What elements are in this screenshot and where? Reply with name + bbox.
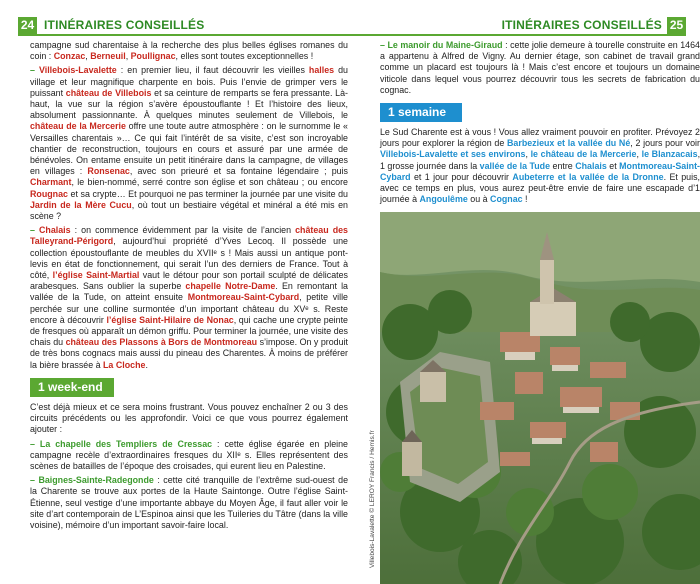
semaine-badge: 1 semaine bbox=[380, 103, 462, 122]
place-chateau-talleyrand: château des Talleyrand-Périgord bbox=[30, 225, 348, 247]
aerial-photo bbox=[380, 212, 700, 584]
place-eglise-saint-martial: l’église Saint-Martial bbox=[52, 270, 140, 281]
place-chapelle-cressac: La chapelle des Templiers de Cressac bbox=[39, 438, 213, 449]
place-villebois-environs: Villebois-Lavalette et ses environs bbox=[380, 149, 526, 160]
place-charmant: Charmant bbox=[30, 177, 72, 188]
cressac-paragraph: – La chapelle des Templiers de Cressac : cette église égarée en pleine campagne recèle d’extraordinaires fresques du XIIᵉ s. Elles représentent des scènes de batailles de l’époque des croisades, qui eurent lieu en Palestine. bbox=[30, 438, 348, 471]
place-chapelle-notre-dame: chapelle Notre-Dame bbox=[185, 281, 276, 292]
place-montmoreau-week: Montmoreau-Saint-Cybard bbox=[380, 160, 700, 182]
place-la-cloche: La Cloche bbox=[103, 359, 146, 370]
place-ronsenac: Ronsenac bbox=[87, 166, 130, 177]
baignes-paragraph: – Baignes-Sainte-Radegonde : cette cité tranquille de l’extrême sud-ouest de la Charente se trouve aux portes de la Haute Saintonge. Outre l’église Saint-Étienne, seul vestige d’une importante abbaye du Moyen Âge, il faut aller voir le site d’art contemporain de L’Espinoa ainsi que les Tuileries du Tâtre (dans la ville voisine), mémoire d’un important savoir-faire local. bbox=[30, 475, 349, 530]
place-rougnac: Rougnac bbox=[30, 188, 68, 199]
place-saint-hilaire-nonac: l’église Saint-Hilaire de Nonac bbox=[106, 314, 234, 325]
place-montmoreau: Montmoreau-Saint-Cybard bbox=[187, 292, 300, 303]
page-number-left: 24 bbox=[18, 17, 37, 34]
place-chateau-villebois: château de Villebois bbox=[65, 87, 152, 98]
chalais-paragraph: – Chalais : on commence évidemment par la visite de l’ancien château des Talleyrand-Périgord, aujourd’hui propriété d’Yves Lecoq. Il possède une collection époustouflante de meubles du XVIIᵉ s ! Mais aussi un antique pont-levis en état de fonctionnement, qui serait l’un des derniers de France. Tout à côté, l’église Saint-Martial vaut le détour pour son portail sculpté de délicates arabesques. Sans oublier la superbe chapelle Notre-Dame. En remontant la vallée de la Tude, on atteint ensuite Montmoreau-Saint-Cybard, petite ville perchée sur une colline surmontée d’un important château du XVᵉ s. Reste encore à découvrir l’église Saint-Hilaire de Nonac, qui cache une crypte peinte de fresques où apparaît un démon griffu. Pour terminer la journée, une visite des chais du château des Plassons à Bors de Montmoreau s’impose. On y produit de très bons cognacs mais aussi du pineau des Charentes. À moins de préférer la bière brassée à La Cloche. bbox=[30, 225, 348, 370]
place-vallee-tude: vallée de la Tude bbox=[479, 160, 551, 171]
weekend-badge: 1 week-end bbox=[30, 378, 114, 397]
running-title-right: ITINÉRAIRES CONSEILLÉS bbox=[501, 18, 662, 32]
place-baignes: Baignes-Sainte-Radegonde bbox=[38, 475, 154, 486]
left-text-column bbox=[30, 40, 348, 534]
right-page-header bbox=[350, 17, 686, 34]
place-poullignac: Poullignac bbox=[130, 51, 176, 62]
right-text-column bbox=[380, 40, 700, 208]
weekend-intro: C’est déjà mieux et ce sera moins frustrant. Vous pouvez enchaîner 2 ou 3 des circuits précédents ou les approfondir. Voici ce que vous pourrez également ajouter : bbox=[30, 401, 348, 435]
place-conzac: Conzac bbox=[53, 51, 86, 62]
place-blanzacais: le Blanzacais bbox=[641, 149, 698, 160]
place-chalais: Chalais bbox=[39, 225, 71, 236]
semaine-paragraph: Le Sud Charente est à vous ! Vous allez vraiment pouvoir en profiter. Prévoyez 2 jours pour explorer la région de Barbezieux et la vallée du Né, 2 jours pour voir Villebois-Lavalette et ses environs, le château de la Mercerie, le Blanzacais, 1 grosse journée dans la vallée de la Tude entre Chalais et Montmoreau-Saint-Cybard et 1 jour pour découvrir Aubeterre et la vallée de la Dronne. Et puis, avec ce temps en plus, vous aurez peut-être envie de faire une escapade d’1 journée à Angoulême ou à Cognac ! bbox=[380, 127, 700, 205]
place-chateau-plassons: château des Plassons à Bors de Montmoreau bbox=[65, 337, 258, 348]
place-villebois-lavalette: Villebois-Lavalette bbox=[38, 65, 117, 76]
villebois-paragraph: – Villebois-Lavalette : en premier lieu, il faut découvrir les vieilles halles du village et leur magnifique charpente en bois. Puis l’envie de grimper vers le puissant château de Villebois et sa ceinture de remparts se fera pressante. Là-haut, la vue sur la région s’avère époustouflante ! Et l’histoire des lieux, absolument passionnante. À quelques minutes seulement de Villebois, le château de la Mercerie offre une toute autre atmosphère : on le surnomme le « Versailles charentais »… Ce qui fait l’intérêt de sa visite, c’est son incroyable chantier de reconstruction, toujours en cours et assuré par une armée de bénévoles. On entame ensuite un petit itinéraire dans la campagne, de villages en villages : Ronsenac, avec son prieuré et sa fontaine légendaire ; puis Charmant, le bien-nommé, serré contre son église et son château ; ou encore Rougnac et sa crypte… Et pourquoi ne pas terminer la journée par une visite du Jardin de la Mère Cucu, où tout un bestiaire végétal et minéral a été mis en scène ? bbox=[30, 65, 348, 222]
place-mercerie: le château de la Mercerie bbox=[530, 149, 637, 160]
place-chalais-week: Chalais bbox=[575, 160, 607, 171]
manoir-paragraph: – Le manoir du Maine-Giraud : cette jolie demeure à tourelle construite en 1464 a appartenu à Alfred de Vigny. Au dernier étage, son cabinet de travail grand comme un placard est toujours là ! Mais c’est encore et toujours un domaine viticole dans lequel vous pourrez découvrir tous les secrets de fabrication du cognac. bbox=[380, 40, 700, 95]
intro-paragraph: campagne sud charentaise à la recherche des plus belles églises romanes du coin : Conzac, Berneuil, Poullignac, elles sont toutes exceptionnelles ! bbox=[30, 40, 348, 62]
page-number-right: 25 bbox=[667, 17, 686, 34]
place-barbezieux: Barbezieux et la vallée du Né bbox=[507, 138, 631, 149]
header-rule-right bbox=[350, 34, 686, 36]
place-aubeterre: Aubeterre et la vallée de la Dronne bbox=[512, 171, 664, 182]
place-cognac: Cognac bbox=[490, 194, 523, 205]
header-rule-left bbox=[18, 34, 350, 36]
place-halles: halles bbox=[308, 65, 335, 76]
place-manoir-maine-giraud: Le manoir du Maine-Giraud bbox=[387, 40, 503, 50]
place-chateau-mercerie: château de la Mercerie bbox=[30, 121, 126, 132]
place-berneuil: Berneuil bbox=[90, 51, 126, 62]
place-angouleme: Angoulême bbox=[419, 194, 468, 205]
photo-credit: Villebois-Lavalette © LEROY Francis / Hemis.fr bbox=[369, 430, 376, 568]
left-page-header bbox=[18, 17, 350, 34]
place-jardin-mere-cucu: Jardin de la Mère Cucu bbox=[30, 199, 132, 210]
running-title-left: ITINÉRAIRES CONSEILLÉS bbox=[44, 18, 205, 32]
